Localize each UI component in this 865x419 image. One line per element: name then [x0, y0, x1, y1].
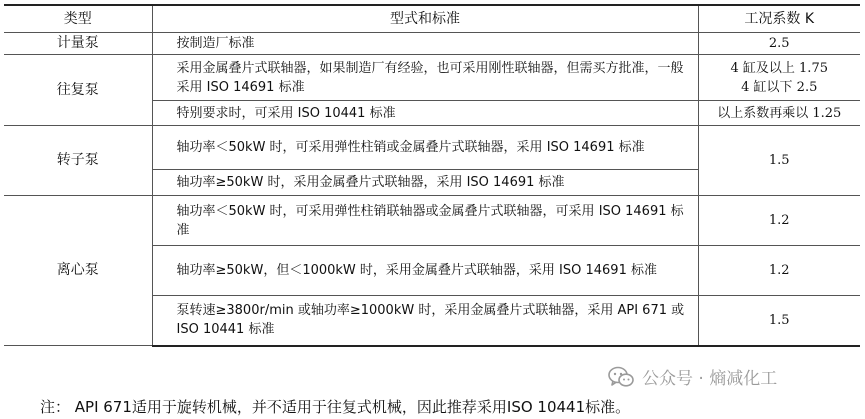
desc-metering-pump: 按制造厂标准: [152, 33, 698, 55]
factor-reciprocating-line2: 4 缸以下 2.5: [741, 79, 818, 95]
factor-reciprocating-line1: 4 缸及以上 1.75: [730, 60, 828, 76]
category-rotary-pump: 转子泵: [4, 126, 152, 196]
factor-reciprocating-2: 以上系数再乘以 1.25: [698, 101, 860, 126]
table-row: [4, 196, 860, 246]
desc-centrifugal-2: 轴功率≥50kW，但＜1000kW 时，采用金属叠片式联轴器，采用 ISO 14691 标准: [152, 246, 698, 296]
table-row: [4, 55, 860, 101]
header-factor: 工况系数 K: [698, 5, 860, 33]
table-header-row: [4, 5, 860, 33]
desc-reciprocating-1: 采用金属叠片式联轴器，如果制造厂有经验，也可采用刚性联轴器，但需买方批准，一般采用 ISO 14691 标准: [152, 55, 698, 101]
desc-rotary-2: 轴功率≥50kW 时，采用金属叠片式联轴器，采用 ISO 14691 标准: [152, 170, 698, 196]
factor-centrifugal-3: 1.5: [698, 296, 860, 346]
category-centrifugal-pump: 离心泵: [4, 196, 152, 346]
watermark-text: 公众号 · 熵减化工: [642, 369, 778, 389]
factor-rotary: 1.5: [698, 126, 860, 196]
category-reciprocating-pump: 往复泵: [4, 55, 152, 126]
factor-reciprocating-1: [698, 55, 860, 101]
desc-reciprocating-2: 特别要求时，可采用 ISO 10441 标准: [152, 101, 698, 126]
desc-centrifugal-1: 轴功率＜50kW 时，可采用弹性柱销联轴器或金属叠片式联轴器，可采用 ISO 14691 标准: [152, 196, 698, 246]
table-row: [4, 33, 860, 55]
header-standard: 型式和标准: [152, 5, 698, 33]
category-metering-pump: 计量泵: [4, 33, 152, 55]
watermark: [608, 364, 777, 389]
coupling-spec-table: [4, 4, 860, 347]
table-row: [4, 126, 860, 170]
factor-centrifugal-2: 1.2: [698, 246, 860, 296]
desc-centrifugal-3: 泵转速≥3800r/min 或轴功率≥1000kW 时，采用金属叠片式联轴器，采用 API 671 或 ISO 10441 标准: [152, 296, 698, 346]
desc-rotary-1: 轴功率＜50kW 时，可采用弹性柱销或金属叠片式联轴器，采用 ISO 14691 标准: [152, 126, 698, 170]
header-type: 类型: [4, 5, 152, 33]
factor-metering-pump: 2.5: [698, 33, 860, 55]
footnote: 注： API 671适用于旋转机械，并不适用于往复式机械，因此推荐采用ISO 10441标准。: [40, 398, 631, 416]
wechat-icon: [608, 366, 634, 388]
factor-centrifugal-1: 1.2: [698, 196, 860, 246]
